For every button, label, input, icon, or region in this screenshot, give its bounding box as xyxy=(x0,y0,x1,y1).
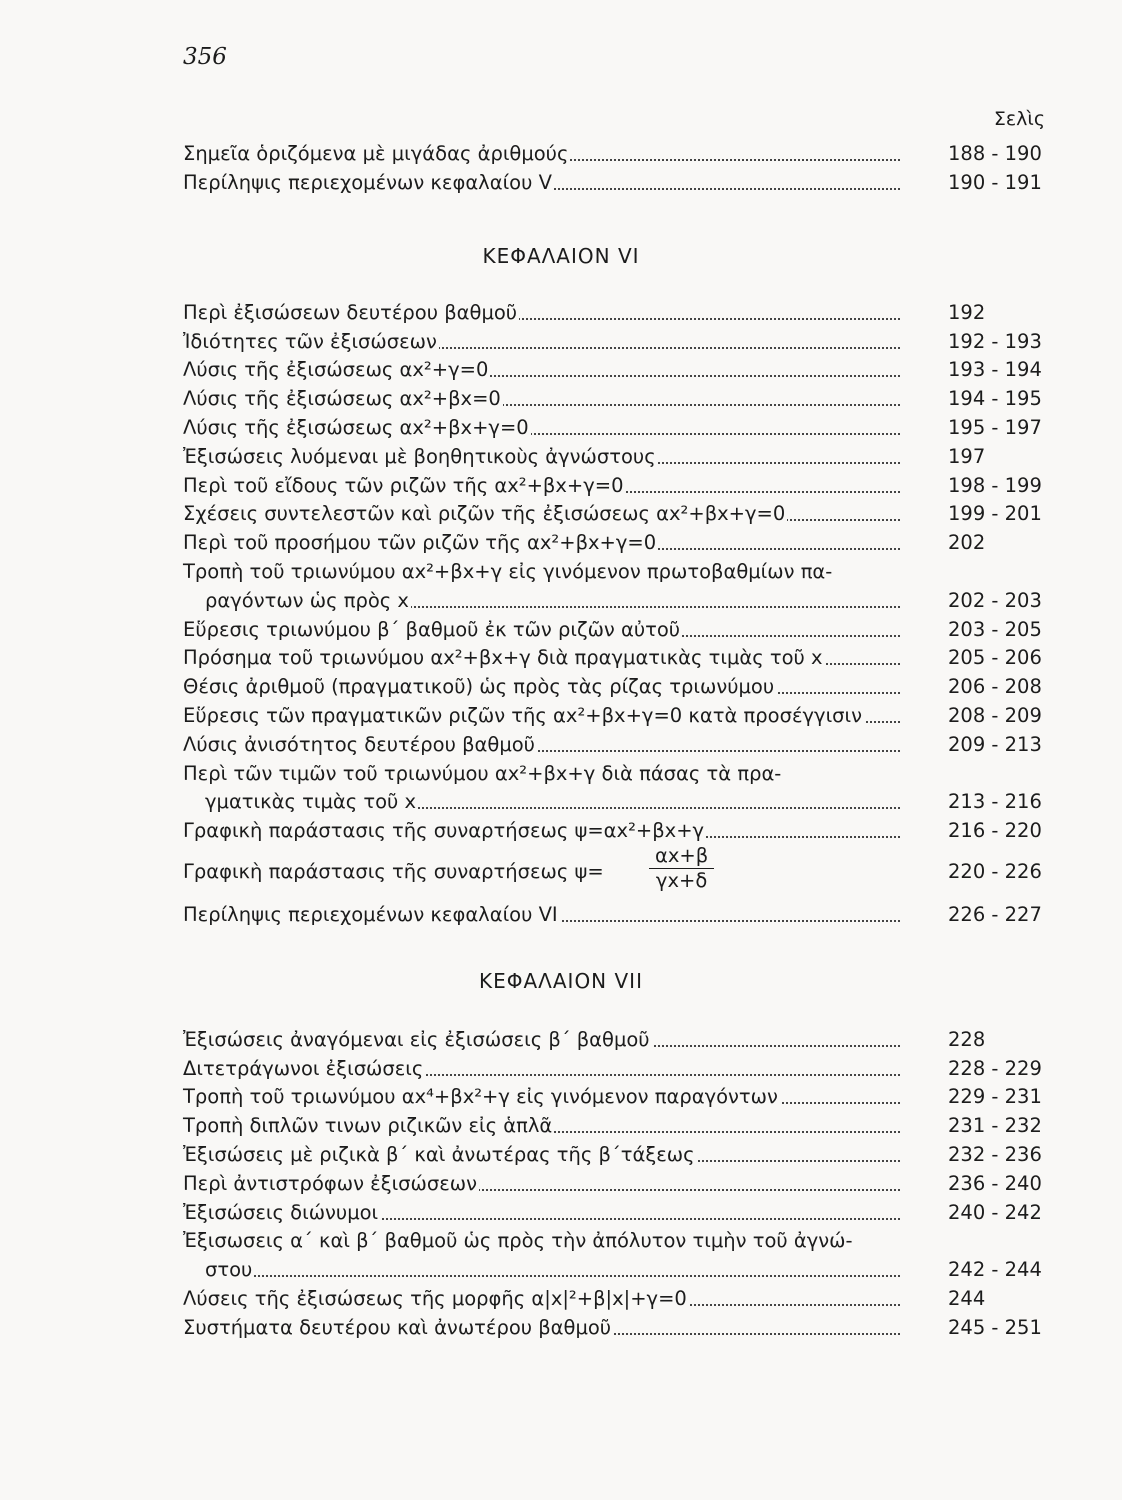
entry-text: Ἐξισώσεις διώνυμοι xyxy=(183,1200,379,1224)
toc-entry xyxy=(183,1053,1050,1082)
dot-leader xyxy=(205,1275,900,1277)
entry-pages: 208 - 209 xyxy=(948,703,1042,727)
chapter-vii-heading: ΚΕΦΑΛΑΙΟΝ VII xyxy=(479,969,643,993)
toc-entry xyxy=(183,1110,1050,1139)
entry-pages: 232 - 236 xyxy=(948,1142,1042,1166)
fraction-numerator: αx+β xyxy=(649,844,714,869)
entry-text: ραγόντων ὡς πρὸς x xyxy=(205,588,409,612)
toc-entry xyxy=(183,556,1050,585)
entry-text: Εὕρεσις τριωνύμου β΄ βαθμοῦ ἐκ τῶν ριζῶν αὐτοῦ xyxy=(183,617,681,641)
entry-text: Λύσις τῆς ἐξισώσεως αx²+βx+γ=0 xyxy=(183,415,529,439)
toc-entry xyxy=(183,1197,1050,1226)
entry-text: Σημεῖα ὁριζόμενα μὲ μιγάδας ἀριθμούς xyxy=(183,141,569,165)
toc-entry xyxy=(183,1254,1050,1283)
toc-entry xyxy=(183,138,1050,167)
entry-text: Διτετράγωνοι ἐξισώσεις xyxy=(183,1056,424,1080)
entry-text: Εὕρεσις τῶν πραγματικῶν ριζῶν τῆς αx²+βx+γ=0 κατὰ προσέγγισιν xyxy=(183,703,863,727)
toc-entry xyxy=(183,412,1050,441)
entry-text: Θέσις ἀριθμοῦ (πραγματικοῦ) ὡς πρὸς τὰς ρίζας τριωνύμου xyxy=(183,675,775,699)
entry-text: Γραφικὴ παράστασις τῆς συναρτήσεως ψ= xyxy=(183,860,604,884)
entry-text: Περίληψις περιεχομένων κεφαλαίου VI xyxy=(183,902,558,926)
chapter-vi-heading: ΚΕΦΑΛΑΙΟΝ VI xyxy=(482,244,640,268)
toc-entry xyxy=(183,527,1050,556)
entry-pages: 190 - 191 xyxy=(948,170,1042,194)
entry-pages: 226 - 227 xyxy=(948,902,1042,926)
toc-entry xyxy=(183,758,1050,787)
entry-text: γματικὰς τιμὰς τοῦ x xyxy=(205,790,417,814)
entry-text: Ἐξισωσεις α΄ καὶ β΄ βαθμοῦ ὡς πρὸς τὴν ἀπόλυτον τιμὴν τοῦ ἀγνώ- xyxy=(183,1229,853,1253)
entry-text: Συστήματα δευτέρου καὶ ἀνωτέρου βαθμοῦ xyxy=(183,1315,612,1339)
entry-pages: 245 - 251 xyxy=(948,1315,1042,1339)
toc-entry xyxy=(183,355,1050,384)
entry-text: Τροπὴ διπλῶν τινων ριζικῶν εἰς ἁπλᾶ xyxy=(183,1114,553,1138)
page-column-header: Σελὶς xyxy=(993,108,1045,130)
entry-text: Περὶ τῶν τιμῶν τοῦ τριωνύμου αx²+βx+γ διὰ πάσας τὰ πρα- xyxy=(183,761,782,785)
entry-text: Περίληψις περιεχομένων κεφαλαίου V xyxy=(183,170,552,194)
toc-entry xyxy=(183,470,1050,499)
entry-text: Περὶ ἀντιστρόφων ἐξισώσεων xyxy=(183,1171,477,1195)
toc-entry-fraction xyxy=(183,844,1050,899)
toc-entry xyxy=(183,167,1050,196)
entry-pages: 242 - 244 xyxy=(948,1258,1042,1282)
entry-pages: 244 xyxy=(948,1286,986,1310)
entry-pages: 216 - 220 xyxy=(948,819,1042,843)
fraction xyxy=(649,844,714,893)
toc-entry xyxy=(183,899,1050,928)
toc-entry xyxy=(183,383,1050,412)
entry-text: Λύσεις τῆς ἐξισώσεως τῆς μορφῆς α|x|²+β|x|+γ=0 xyxy=(183,1286,687,1310)
entry-pages: 194 - 195 xyxy=(948,387,1042,411)
toc-entry xyxy=(183,700,1050,729)
entry-text: Περὶ ἐξισώσεων δευτέρου βαθμοῦ xyxy=(183,300,518,324)
page-number: 356 xyxy=(183,44,227,70)
entry-pages: 198 - 199 xyxy=(948,473,1042,497)
entry-pages: 205 - 206 xyxy=(948,646,1042,670)
entry-pages: 188 - 190 xyxy=(948,141,1042,165)
entry-text: Ἐξισώσεις μὲ ριζικὰ β΄ καὶ ἀνωτέρας τῆς β΄τάξεως xyxy=(183,1142,695,1166)
entry-pages: 195 - 197 xyxy=(948,415,1042,439)
entry-text: στου xyxy=(205,1258,253,1282)
toc-entry xyxy=(183,297,1050,326)
entry-pages: 202 xyxy=(948,531,986,555)
toc-entry xyxy=(183,729,1050,758)
entry-text: Τροπὴ τοῦ τριωνύμου αx⁴+βx²+γ εἰς γινόμενον παραγόντων xyxy=(183,1085,778,1109)
entry-pages: 206 - 208 xyxy=(948,675,1042,699)
entry-text: Γραφικὴ παράστασις τῆς συναρτήσεως ψ=αx²+βx+γ xyxy=(183,819,705,843)
toc-entry xyxy=(183,614,1050,643)
entry-text: Πρόσημα τοῦ τριωνύμου αx²+βx+γ διὰ πραγματικὰς τιμὰς τοῦ x xyxy=(183,646,823,670)
entry-text: Ἐξισώσεις λυόμεναι μὲ βοηθητικοὺς ἀγνώστους xyxy=(183,444,656,468)
toc-entry xyxy=(183,815,1050,844)
entry-pages: 209 - 213 xyxy=(948,732,1042,756)
entry-pages: 197 xyxy=(948,444,986,468)
entry-pages: 229 - 231 xyxy=(948,1085,1042,1109)
entry-text: Περὶ τοῦ προσήμου τῶν ριζῶν τῆς αx²+βx+γ=0 xyxy=(183,531,657,555)
entry-text: Περὶ τοῦ εἴδους τῶν ριζῶν τῆς αx²+βx+γ=0 xyxy=(183,473,624,497)
entry-text: Λύσις τῆς ἐξισώσεως αx²+βx=0 xyxy=(183,387,501,411)
entry-text: Λύσις ἀνισότητος δευτέρου βαθμοῦ xyxy=(183,732,535,756)
toc-entry xyxy=(183,1226,1050,1255)
toc-entry xyxy=(183,1312,1050,1341)
fraction-denominator: γx+δ xyxy=(655,869,708,893)
toc-entry xyxy=(183,1283,1050,1312)
toc-entry xyxy=(183,643,1050,672)
entry-pages: 213 - 216 xyxy=(948,790,1042,814)
entry-pages: 236 - 240 xyxy=(948,1171,1042,1195)
toc-top-entries xyxy=(183,138,1050,196)
toc-entry xyxy=(183,1024,1050,1053)
entry-pages: 203 - 205 xyxy=(948,617,1042,641)
entry-text: Σχέσεις συντελεστῶν καὶ ριζῶν τῆς ἐξισώσεως αx²+βx+γ=0 xyxy=(183,502,786,526)
toc-entry xyxy=(183,1082,1050,1111)
toc-entry xyxy=(183,1168,1050,1197)
toc-entry xyxy=(183,499,1050,528)
toc-chapter-vi xyxy=(183,297,1050,928)
toc-entry xyxy=(183,787,1050,816)
toc-entry xyxy=(183,585,1050,614)
toc-entry xyxy=(183,671,1050,700)
entry-pages: 220 - 226 xyxy=(948,860,1042,884)
toc-entry xyxy=(183,1139,1050,1168)
entry-pages: 202 - 203 xyxy=(948,588,1042,612)
toc-entry xyxy=(183,441,1050,470)
entry-pages: 228 - 229 xyxy=(948,1056,1042,1080)
entry-text: Λύσις τῆς ἐξισώσεως αx²+γ=0 xyxy=(183,358,489,382)
entry-text: Ἰδιότητες τῶν ἐξισώσεων xyxy=(183,329,437,353)
entry-text: Τροπὴ τοῦ τριωνύμου αx²+βx+γ εἰς γινόμενον πρωτοβαθμίων πα- xyxy=(183,559,833,583)
toc-chapter-vii xyxy=(183,1024,1050,1341)
entry-pages: 193 - 194 xyxy=(948,358,1042,382)
toc-entry xyxy=(183,326,1050,355)
entry-pages: 192 xyxy=(948,300,986,324)
entry-pages: 199 - 201 xyxy=(948,502,1042,526)
entry-pages: 192 - 193 xyxy=(948,329,1042,353)
entry-pages: 231 - 232 xyxy=(948,1114,1042,1138)
entry-pages: 228 xyxy=(948,1027,986,1051)
entry-text: Ἐξισώσεις ἀναγόμεναι εἰς ἐξισώσεις β΄ βαθμοῦ xyxy=(183,1027,650,1051)
entry-pages: 240 - 242 xyxy=(948,1200,1042,1224)
